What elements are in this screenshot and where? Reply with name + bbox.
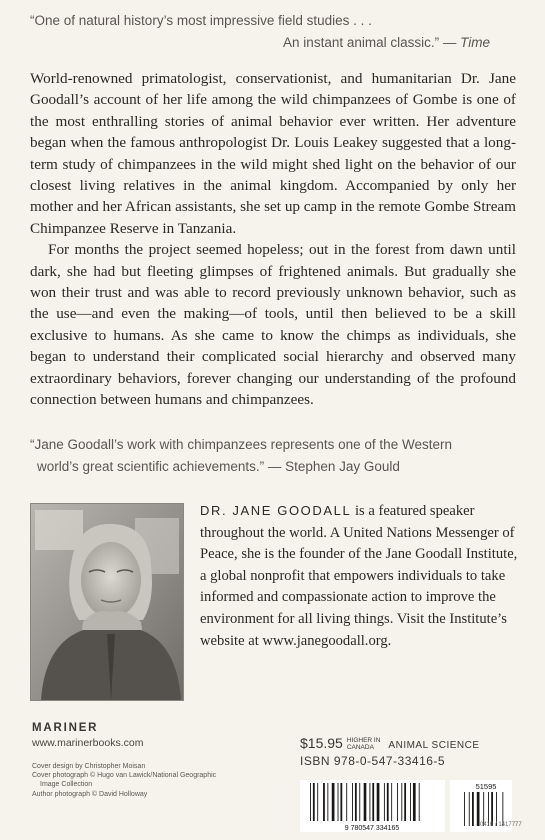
supplement-number: 51595 — [475, 782, 497, 791]
description-paragraph-2: For months the project seemed hopeless; out in the forest from dawn until dark, she had but fleeting glimpses of frightened animals. But gradually she won their trust and was able to record previously unknown behavior, such as the use—and even the making—of tools, until then believed to be a skill exclusive to humans. As she came to know the chimps as individuals, she began to understand their complicated social hierarchy and observed many extraordinary behaviors, forever changing our understanding of the profound connection between humans and chimpanzees. — [30, 241, 516, 409]
author-name: DR. JANE GOODALL — [200, 503, 352, 518]
author-photo — [30, 503, 184, 701]
barcode-number: 9 780547 334165 — [344, 825, 400, 832]
print-code: 0410 / 1417777 — [480, 822, 522, 828]
publisher-url: www.marinerbooks.com — [32, 737, 144, 749]
isbn: ISBN 978-0-547-33416-5 — [300, 754, 446, 768]
middle-review-quote — [30, 434, 520, 478]
author-bio-text: is a featured speaker throughout the world. A United Nations Messenger of Peace, she is the founder of the Jane Goodall Institute, a global nonprofit that empowers individuals to take informed and compassionate action to improve the environment for all living things. Visit the Institute’s website at www.janegoodall.org. — [200, 503, 518, 649]
isbn-barcode — [300, 780, 445, 832]
author-portrait-image — [31, 504, 183, 700]
credit-cover-photo: Cover photograph © Hugo van Lawick/National Geographic — [32, 772, 217, 780]
cover-credits — [32, 762, 262, 799]
price-note-line-2: CANADA — [346, 744, 374, 751]
price-note-line-1: HIGHER IN — [346, 737, 381, 744]
top-review-quote — [30, 10, 490, 54]
credit-author-photo: Author photograph © David Holloway — [32, 790, 148, 798]
top-quote-text: An instant animal classic.” — — [283, 35, 461, 50]
price-block — [300, 735, 530, 768]
credit-cover-design: Cover design by Christopher Moisan — [32, 763, 146, 770]
top-quote-source: Time — [460, 35, 490, 50]
book-category: ANIMAL SCIENCE — [388, 740, 480, 751]
author-bio — [200, 500, 520, 652]
mid-quote-line-1: “Jane Goodall’s work with chimpanzees represents one of the Western — [30, 437, 452, 452]
price-row — [300, 735, 530, 751]
description-paragraph-1: World-renowned primatologist, conservationist, and humanitarian Dr. Jane Goodall’s account of her life among the wild chimpanzees of Gombe is one of the most enthralling stories of animal behavior ever written. Her adventure began when the famous anthropologist Dr. Louis Leakey suggested that a long-term study of chimpanzees in the wild might shed light on the behavior of our closest living relatives in the animal kingdom. Accompanied by only her mother and her African assistants, she set up camp in the remote Gombe Stream Chimpanzee Reserve in Tanzania. — [30, 70, 516, 237]
mid-quote-line-2: world’s great scientific achievements.” — Stephen Jay Gould — [37, 459, 400, 474]
publisher-logo: MARINER — [32, 722, 99, 734]
price-canada-note — [347, 737, 381, 751]
top-quote-line-2 — [30, 32, 490, 54]
top-quote-line-1: “One of natural history’s most impressive field studies . . . — [30, 13, 372, 28]
book-description — [30, 68, 516, 411]
credit-cover-photo-cont: Image Collection — [40, 781, 93, 789]
publisher-block — [32, 722, 143, 749]
price: $15.95 — [300, 735, 343, 751]
